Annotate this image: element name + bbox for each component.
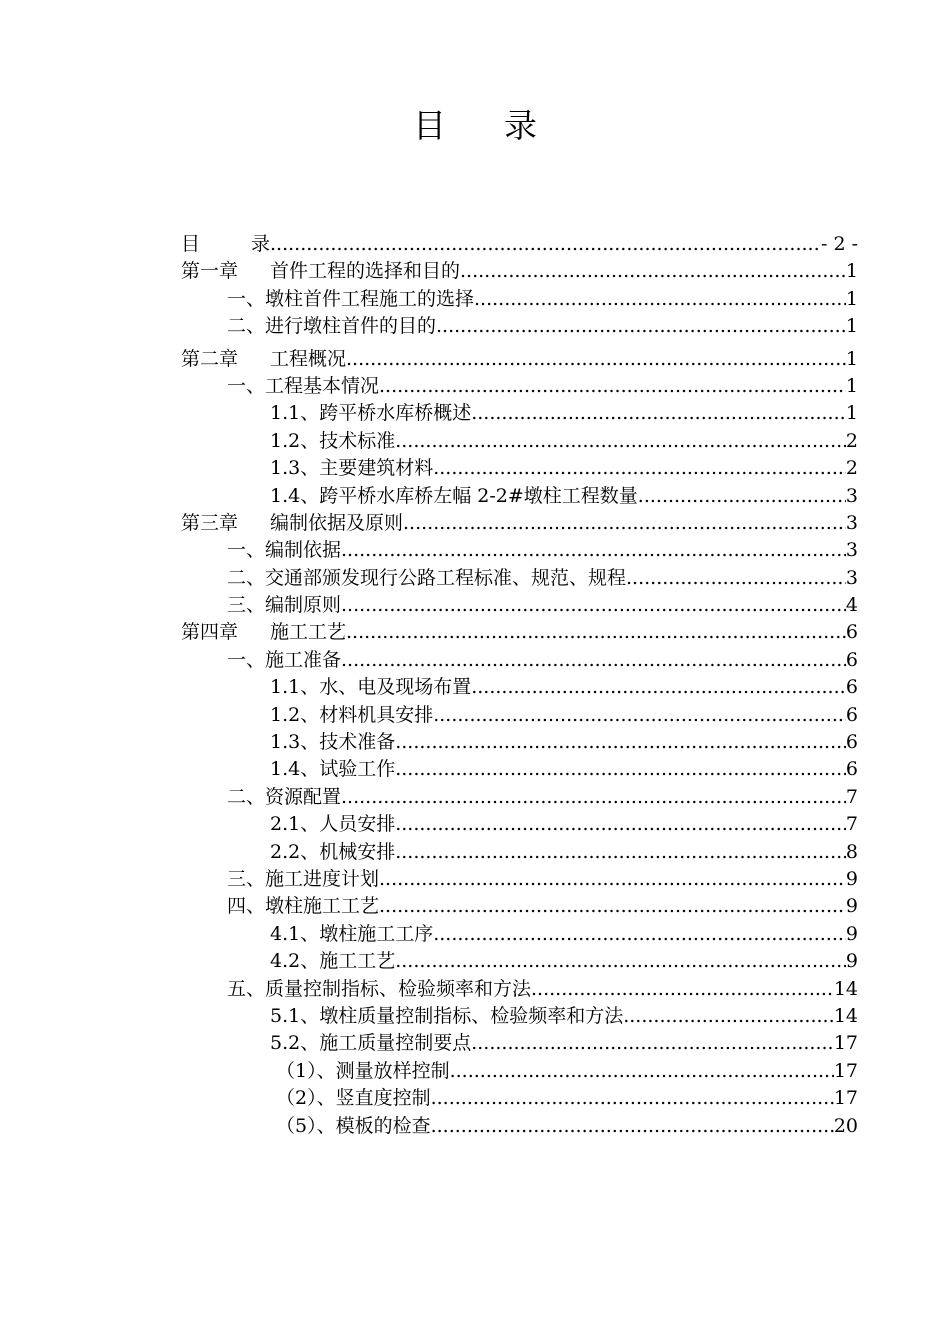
chapter-title: 编制依据及原则 [270,511,404,534]
toc-entry-label: 4.1、墩柱施工工序 [270,922,434,945]
toc-page-number: 9 [845,895,858,918]
toc-page-number: 2 [845,429,858,452]
toc-subsection-entry[interactable] [181,453,858,480]
dot-leader [460,259,846,283]
toc-page-number: 17 [833,1087,858,1110]
toc-entry-label: 二、资源配置 [227,785,342,808]
toc-page-number: 9 [845,950,858,973]
dot-leader [431,1086,834,1110]
toc-page-number: 1 [845,260,858,283]
dot-leader [395,730,846,754]
toc-subsection-entry[interactable] [181,836,858,863]
toc-item-entry[interactable] [181,1055,858,1082]
table-of-contents [181,228,858,1138]
dot-leader [395,812,846,836]
toc-entry-label: 三、施工进度计划 [227,867,380,890]
dot-leader [471,401,846,425]
toc-section-entry[interactable] [181,644,858,671]
toc-page-number: 1 [845,374,858,397]
dot-leader [450,1059,834,1083]
dot-leader [346,347,846,371]
toc-entry-label: 三、编制原则 [227,594,342,617]
dot-leader [433,456,846,480]
dot-leader [623,1004,834,1028]
toc-entry-label: 一、编制依据 [227,539,342,562]
dot-leader [395,757,846,781]
chapter-number: 第二章 [181,347,239,370]
toc-entry-label: 1.2、技术标准 [270,429,396,452]
dot-leader [531,977,834,1001]
toc-subsection-entry[interactable] [181,425,858,452]
dot-leader [341,785,846,809]
toc-entry-label: 1.1、水、电及现场布置 [270,676,472,699]
dot-leader [270,232,821,256]
chapter-title: 首件工程的选择和目的 [270,260,461,283]
toc-entry-label: 1.4、跨平桥水库桥左幅 2-2#墩柱工程数量 [270,484,638,507]
dot-leader [379,894,846,918]
toc-page-number: 1 [845,315,858,338]
dot-leader [471,1031,834,1055]
dot-leader [395,429,846,453]
toc-entry-label: 四、墩柱施工工艺 [227,895,380,918]
toc-entry-label [181,511,403,535]
toc-entry-label: 一、施工准备 [227,648,342,671]
toc-chapter-entry[interactable] [181,508,858,535]
toc-page-number: 17 [833,1032,858,1055]
title-char-1: 目 [413,106,446,145]
toc-section-entry[interactable] [181,535,858,562]
toc-entry-label: 1.2、材料机具安排 [270,703,434,726]
toc-item-entry[interactable] [181,1083,858,1110]
toc-subsection-entry[interactable] [181,699,858,726]
toc-page-number: 8 [845,840,858,863]
toc-entry-label: 1.3、主要建筑材料 [270,457,434,480]
toc-page-number: 2 [845,457,858,480]
toc-page-number: 3 [845,566,858,589]
toc-page-number: 14 [833,1004,858,1027]
dot-leader [638,484,846,508]
toc-entry-label: 1.1、跨平桥水库桥概述 [270,402,472,425]
toc-page-number: 1 [845,287,858,310]
toc-page-number: 7 [845,813,858,836]
toc-entry-label: 2.1、人员安排 [270,813,396,836]
toc-page-number: 3 [845,484,858,507]
toc-entry-label: 2.2、机械安排 [270,840,396,863]
toc-head-char-1: 目 [181,233,201,255]
toc-page-number: 9 [845,867,858,890]
toc-page-number: 6 [845,731,858,754]
toc-page-number: 6 [845,703,858,726]
page-title [0,104,950,148]
toc-chapter-entry[interactable] [181,343,858,370]
dot-leader [341,648,846,672]
toc-entry-label: 5.2、施工质量控制要点 [270,1032,472,1055]
dot-leader [341,593,846,617]
toc-entry-label: 二、进行墩柱首件的目的 [227,315,437,338]
toc-entry-self[interactable] [181,228,858,256]
toc-entry-label: （5）、模板的检查 [276,1114,431,1137]
dot-leader [436,314,846,338]
dot-leader [431,1114,834,1138]
dot-leader [379,867,846,891]
chapter-title: 施工工艺 [270,621,347,644]
toc-entry-label: 4.2、施工工艺 [270,950,396,973]
toc-entry-label: 5.1、墩柱质量控制指标、检验频率和方法 [270,1004,624,1027]
dot-leader [395,840,846,864]
dot-leader [346,620,846,644]
toc-section-entry[interactable] [181,371,858,398]
dot-leader [395,949,846,973]
toc-entry-label [181,347,346,371]
toc-subsection-entry[interactable] [181,754,858,781]
toc-entry-label: （2）、竖直度控制 [276,1087,431,1110]
toc-entry-label: 一、墩柱首件工程施工的选择 [227,287,475,310]
dot-leader [341,538,846,562]
toc-page-number: 3 [845,539,858,562]
toc-subsection-entry[interactable] [181,398,858,425]
toc-head-char-2: 录 [251,233,271,255]
dot-leader [433,703,846,727]
toc-entry-label [181,259,460,283]
dot-leader [433,922,846,946]
toc-subsection-entry[interactable] [181,480,858,507]
toc-subsection-entry[interactable] [181,946,858,973]
dot-leader [379,374,846,398]
toc-section-entry[interactable] [181,283,858,310]
dot-leader [626,566,846,590]
toc-page-number: - 2 - [820,233,858,255]
toc-section-entry[interactable] [181,973,858,1000]
dot-leader [471,675,846,699]
toc-entry-label: （1）、测量放样控制 [276,1059,450,1082]
toc-page-number: 3 [845,511,858,534]
toc-section-entry[interactable] [181,562,858,589]
chapter-number: 第三章 [181,511,239,534]
chapter-title: 工程概况 [270,347,347,370]
toc-subsection-entry[interactable] [181,1001,858,1028]
toc-section-entry[interactable] [181,891,858,918]
toc-page-number: 1 [845,402,858,425]
toc-page-number: 9 [845,922,858,945]
title-char-2: 录 [504,106,537,145]
toc-subsection-entry[interactable] [181,809,858,836]
toc-section-entry[interactable] [181,311,858,338]
chapter-number: 第四章 [181,621,239,644]
toc-chapter-entry[interactable] [181,256,858,283]
toc-subsection-entry[interactable] [181,727,858,754]
toc-entry-label: 1.4、试验工作 [270,758,396,781]
toc-page-number: 20 [833,1114,858,1137]
toc-page-number: 4 [845,594,858,617]
toc-page-number: 6 [845,648,858,671]
toc-entry-label: 1.3、技术准备 [270,731,396,754]
toc-page-number: 7 [845,785,858,808]
toc-subsection-entry[interactable] [181,1028,858,1055]
dot-leader [474,287,846,311]
toc-section-entry[interactable] [181,781,858,808]
toc-page-number: 1 [845,347,858,370]
toc-entry-label: 二、交通部颁发现行公路工程标准、规范、规程 [227,566,627,589]
toc-entry-label [181,232,270,256]
toc-chapter-entry[interactable] [181,617,858,644]
toc-section-entry[interactable] [181,590,858,617]
toc-subsection-entry[interactable] [181,672,858,699]
toc-page-number: 6 [845,758,858,781]
toc-page-number: 14 [833,977,858,1000]
toc-entry-label [181,620,346,644]
toc-item-entry[interactable] [181,1110,858,1137]
toc-entry-label: 五、质量控制指标、检验频率和方法 [227,977,532,1000]
toc-page-number: 6 [845,621,858,644]
toc-page-number: 17 [833,1059,858,1082]
dot-leader [403,511,846,535]
toc-subsection-entry[interactable] [181,918,858,945]
toc-page-number: 6 [845,676,858,699]
toc-section-entry[interactable] [181,864,858,891]
toc-entry-label: 一、工程基本情况 [227,374,380,397]
chapter-number: 第一章 [181,260,239,283]
